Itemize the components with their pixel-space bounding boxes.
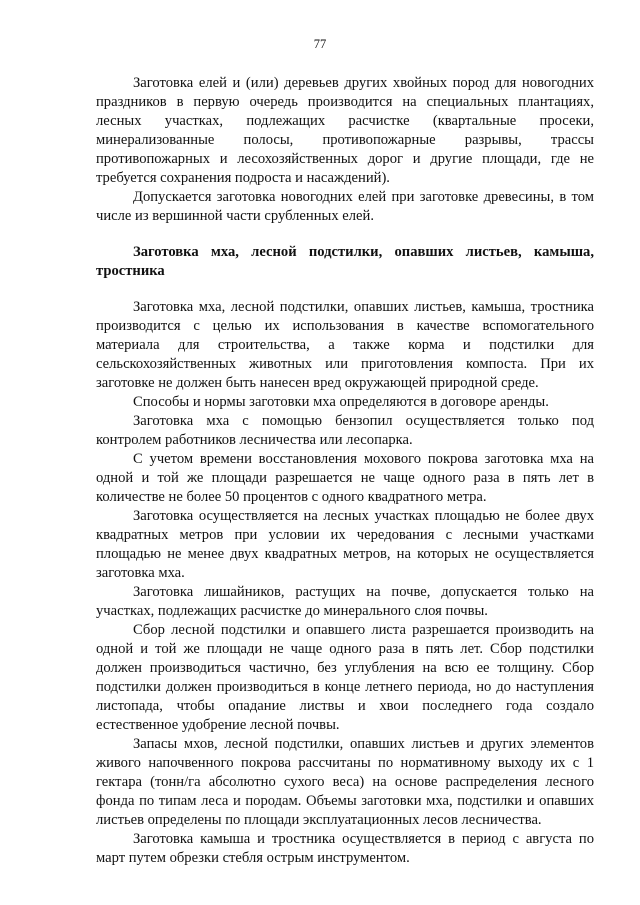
paragraph: Способы и нормы заготовки мха определяются в договоре аренды. — [133, 394, 549, 410]
paragraph: Заготовка лишайников, растущих на почве, допускается только на участках, подлежащих расчистке до минерального слоя почвы. — [96, 584, 594, 619]
paragraph: Заготовка камыша и тростника осуществляется в период с августа по март путем обрезки стебля острым инструментом. — [96, 831, 594, 866]
section-heading: Заготовка мха, лесной подстилки, опавших листьев, камыша, тростника — [96, 244, 594, 279]
paragraph: Заготовка елей и (или) деревьев других хвойных пород для новогодних праздников в первую очередь производится на специальных плантациях, лесных участках, подлежащих расчистке (квартальные просеки, минерализованные полосы, противопожарные разрывы, трассы противопожарных и лесохозяйственных дорог и другие площади, где не требуется сохранения подроста и насаждений). — [96, 75, 594, 186]
paragraph: С учетом времени восстановления мохового покрова заготовка мха на одной и той же площади разрешается не чаще одного раза в пять лет в количестве не более 50 процентов с одного квадратного метра. — [96, 451, 594, 505]
document-body — [96, 74, 594, 868]
page-number: 77 — [313, 37, 327, 51]
paragraph: Заготовка мха, лесной подстилки, опавших листьев, камыша, тростника производится с целью их использования в качестве вспомогательного материала для строительства, а также корма и подстилки для сельскохозяйственных животных или приготовления компоста. При их заготовке не должен быть нанесен вред окружающей природной среде. — [96, 299, 594, 391]
paragraph: Заготовка мха с помощью бензопил осуществляется только под контролем работников лесничества или лесопарка. — [96, 413, 594, 448]
paragraph: Допускается заготовка новогодних елей при заготовке древесины, в том числе из вершинной части срубленных елей. — [96, 189, 594, 224]
paragraph: Запасы мхов, лесной подстилки, опавших листьев и других элементов живого напочвенного покрова рассчитаны по нормативному выходу их с 1 гектара (тонн/га абсолютно сухого веса) на основе распределения лесного фонда по типам леса и породам. Объемы заготовки мха, подстилки и опавших листьев определены по площади эксплуатационных лесов лесничества. — [96, 736, 594, 828]
paragraph: Заготовка осуществляется на лесных участках площадью не более двух квадратных метров при условии их чередования с лесными участками площадью не менее двух квадратных метров, на которых не осуществляется заготовка мха. — [96, 508, 594, 581]
paragraph: Сбор лесной подстилки и опавшего листа разрешается производить на одной и той же площади не чаще одного раза в пять лет. Сбор подстилки должен производиться частично, без углубления на всю ее толщину. Сбор подстилки должен производиться в конце летнего периода, но до наступления листопада, чтобы опадание листвы и хвои последнего года создало естественное удобрение лесной почвы. — [96, 622, 594, 733]
